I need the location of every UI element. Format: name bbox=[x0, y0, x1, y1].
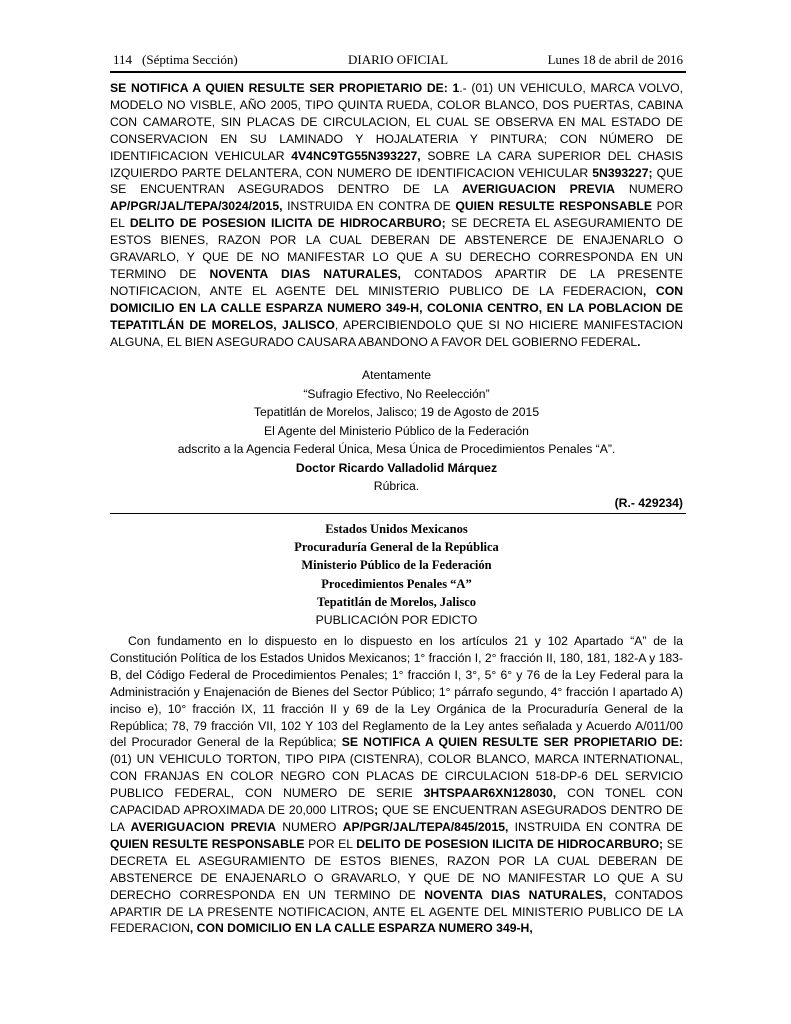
notice-text: SE DECRETA EL ASEGURAMIENTO DE ESTOS BIENES, RAZON POR LA CUAL DEBERAN DE ABSTENERCE DE ENAJENARLO O GRAVARLO, Y QUE DE NO MANIFESTAR LO QUE A SU DERECHO CORRESPONDA EN UN TERMINO DE bbox=[110, 216, 683, 281]
notice-text: INSTRUIDA EN CONTRA DE bbox=[282, 199, 456, 214]
section-divider bbox=[110, 513, 686, 514]
header-divider bbox=[110, 71, 686, 73]
signature-line: “Sufragio Efectivo, No Reelección” bbox=[303, 386, 490, 401]
notice-text: QUE SE ENCUENTRAN ASEGURADOS DENTRO DE LA bbox=[110, 803, 683, 834]
notice-text-bold: AP/PGR/JAL/TEPA/845/2015, bbox=[342, 819, 509, 834]
notice-text: CON TONEL CON CAPACIDAD APROXIMADA DE 20,000 LITROS bbox=[110, 786, 683, 818]
edict-title: PUBLICACIÓN POR EDICTO bbox=[315, 613, 478, 628]
notice-text-bold: NOVENTA DIAS NATURALES, bbox=[424, 887, 607, 902]
notice-text-bold: DELITO DE POSESION ILICITA DE HIDROCARBURO; bbox=[129, 216, 446, 231]
notice-text: .- (01) UN VEHICULO, MARCA VOLVO, MODELO NO VISBLE, AÑO 2005, TIPO QUINTA RUEDA, COLOR BLANCO, DOS PUERTAS, CABINA CON CAMAROTE, SIN PLACAS DE CIRCULACION, EL CUAL SE OBSERVA EN MAL ESTADO DE CONSERVACION EN SU LAMINADO Y HOJALATERIA Y PINTURA; CON NÚMERO DE IDENTIFICACION VEHICULAR bbox=[110, 81, 683, 163]
page-number: 114 bbox=[113, 52, 133, 67]
edict-header-line: Procedimientos Penales “A” bbox=[321, 576, 472, 591]
signature-block bbox=[110, 366, 683, 496]
notice-text: Con fundamento en lo dispuesto en lo dispuesto en los artículos 21 y 102 Apartado “A” de la Constitución Política de los Estados Unidos Mexicanos; 1° fracción I, 2° fracción II, 180, 181, 182-A y 183-B, del Código Federal de Procedimientos Penales; 1° fracción I, 3°, 5° 6° y 76 de la Ley Federal para la Administración y Enajenación de Bienes del Sector Público; 1° párrafo segundo, 4° fracción I apartado A) inciso e), 10° fracción IX, 11 fracción II y 69 de la Ley Orgánica de la Procuraduría General de la República; 78, 79 fracción VII, 102 Y 103 del Reglamento de la Ley antes señalada y Acuerdo A/011/00 del Procurador General de la República; bbox=[110, 634, 683, 750]
publication-title: DIARIO OFICIAL bbox=[347, 52, 449, 67]
section-label: (Séptima Sección) bbox=[142, 52, 238, 67]
notice-text: CONTADOS APARTIR DE LA PRESENTE NOTIFICACION, ANTE EL AGENTE DEL MINISTERIO PUBLICO DE LA FEDERACION bbox=[110, 266, 683, 298]
signature-line: adscrito a la Agencia Federal Única, Mesa Única de Procedimientos Penales “A”. bbox=[177, 442, 616, 456]
signature-rubric: Rúbrica. bbox=[373, 479, 420, 493]
signature-line: Tepatitlán de Morelos, Jalisco; 19 de Agosto de 2015 bbox=[253, 405, 540, 419]
edict-header-line: Estados Unidos Mexicanos bbox=[325, 522, 468, 536]
notice-text-bold: QUIEN RESULTE RESPONSABLE bbox=[455, 199, 652, 214]
reference-number: (R.- 429234) bbox=[614, 496, 683, 510]
notice-text: NUMERO bbox=[614, 182, 683, 197]
notice-1 bbox=[110, 80, 683, 351]
notice-text-bold: SE NOTIFICA A QUIEN RESULTE SER PROPIETARIO DE: 1 bbox=[110, 81, 460, 95]
notice-text-bold: ; bbox=[374, 803, 379, 818]
edict-header-line: Ministerio Público de la Federación bbox=[301, 558, 492, 573]
notice-text: NUMERO bbox=[276, 819, 343, 834]
notice-text-bold: NOVENTA DIAS NATURALES, bbox=[209, 266, 401, 281]
notice-text-bold: , CON DOMICILIO EN LA CALLE ESPARZA NUMERO 349-H, bbox=[189, 921, 533, 936]
notice-text: (01) UN VEHICULO TORTON, TIPO PIPA (CISTENRA), COLOR BLANCO, MARCA INTERNATIONAL, CON FRANJAS EN COLOR NEGRO CON PLACAS DE CIRCULACION 518-DP-6 DEL SERVICIO PUBLICO FEDERAL, CON NUMERO DE SERIE bbox=[110, 752, 683, 801]
notice-text: QUE SE ENCUENTRAN ASEGURADOS DENTRO DE LA bbox=[110, 165, 684, 197]
notice-text-bold: AVERIGUACION PREVIA bbox=[130, 819, 276, 834]
notice-text-bold: , CON DOMICILIO EN LA CALLE ESPARZA NUMERO 349-H, COLONIA CENTRO, EN LA POBLACION DE TEPATITLÁN DE MORELOS, JALISCO bbox=[110, 283, 683, 332]
signature-line: El Agente del Ministerio Público de la Federación bbox=[264, 423, 529, 438]
notice-text-bold: AVERIGUACION PREVIA bbox=[461, 182, 615, 197]
signatory-name: Doctor Ricardo Valladolid Márquez bbox=[295, 460, 498, 475]
notice-1-paragraph bbox=[110, 80, 683, 351]
notice-text-bold: . bbox=[637, 334, 641, 349]
notice-text-bold: DELITO DE POSESION ILICITA DE HIDROCARBURO; bbox=[356, 836, 664, 851]
edict-header-line: Procuraduría General de la República bbox=[294, 540, 499, 555]
notice-text-bold: AP/PGR/JAL/TEPA/3024/2015, bbox=[110, 199, 283, 214]
notice-2 bbox=[110, 633, 683, 937]
notice-text: POR EL bbox=[110, 199, 684, 231]
notice-text-bold: SE NOTIFICA A QUIEN RESULTE SER PROPIETARIO DE: bbox=[341, 735, 683, 750]
notice-text: SOBRE LA CARA SUPERIOR DEL CHASIS IZQUIERDO PARTE DELANTERA, CON NUMERO DE IDENTIFICACION VEHICULAR bbox=[110, 148, 683, 180]
notice-text: , APERCIBIENDOLO QUE SI NO HICIERE MANIFESTACION ALGUNA, EL BIEN ASEGURADO CAUSARA ABANDONO A FAVOR DEL GOBIERNO FEDERAL bbox=[110, 317, 683, 349]
edict-header bbox=[110, 520, 683, 629]
notice-text: INSTRUIDA EN CONTRA DE bbox=[508, 819, 684, 834]
notice-text-bold: 3HTSPAAR6XN128030, bbox=[423, 786, 557, 801]
signature-line: Atentamente bbox=[361, 368, 432, 382]
notice-text-bold: 5N393227; bbox=[592, 165, 653, 180]
publication-date: Lunes 18 de abril de 2016 bbox=[547, 52, 683, 67]
notice-text: CONTADOS APARTIR DE LA PRESENTE NOTIFICACION, ANTE EL AGENTE DEL MINISTERIO PUBLICO DE LA FEDERACION bbox=[110, 887, 683, 936]
notice-text-bold: 4V4NC9TG55N393227, bbox=[291, 148, 421, 163]
page-header bbox=[113, 52, 683, 70]
notice-2-paragraph bbox=[110, 633, 683, 937]
notice-text: POR EL bbox=[304, 836, 357, 851]
notice-text-bold: QUIEN RESULTE RESPONSABLE bbox=[110, 836, 305, 851]
edict-header-line: Tepatitlán de Morelos, Jalisco bbox=[316, 594, 477, 609]
notice-text: SE DECRETA EL ASEGURAMIENTO DE ESTOS BIENES, RAZON POR LA CUAL DEBERAN DE ABSTENERCE DE ENAJENARLO O GRAVARLO, Y QUE DE NO MANIFESTAR LO QUE A SU DERECHO CORRESPONDA EN UN TERMINO DE bbox=[110, 836, 683, 902]
